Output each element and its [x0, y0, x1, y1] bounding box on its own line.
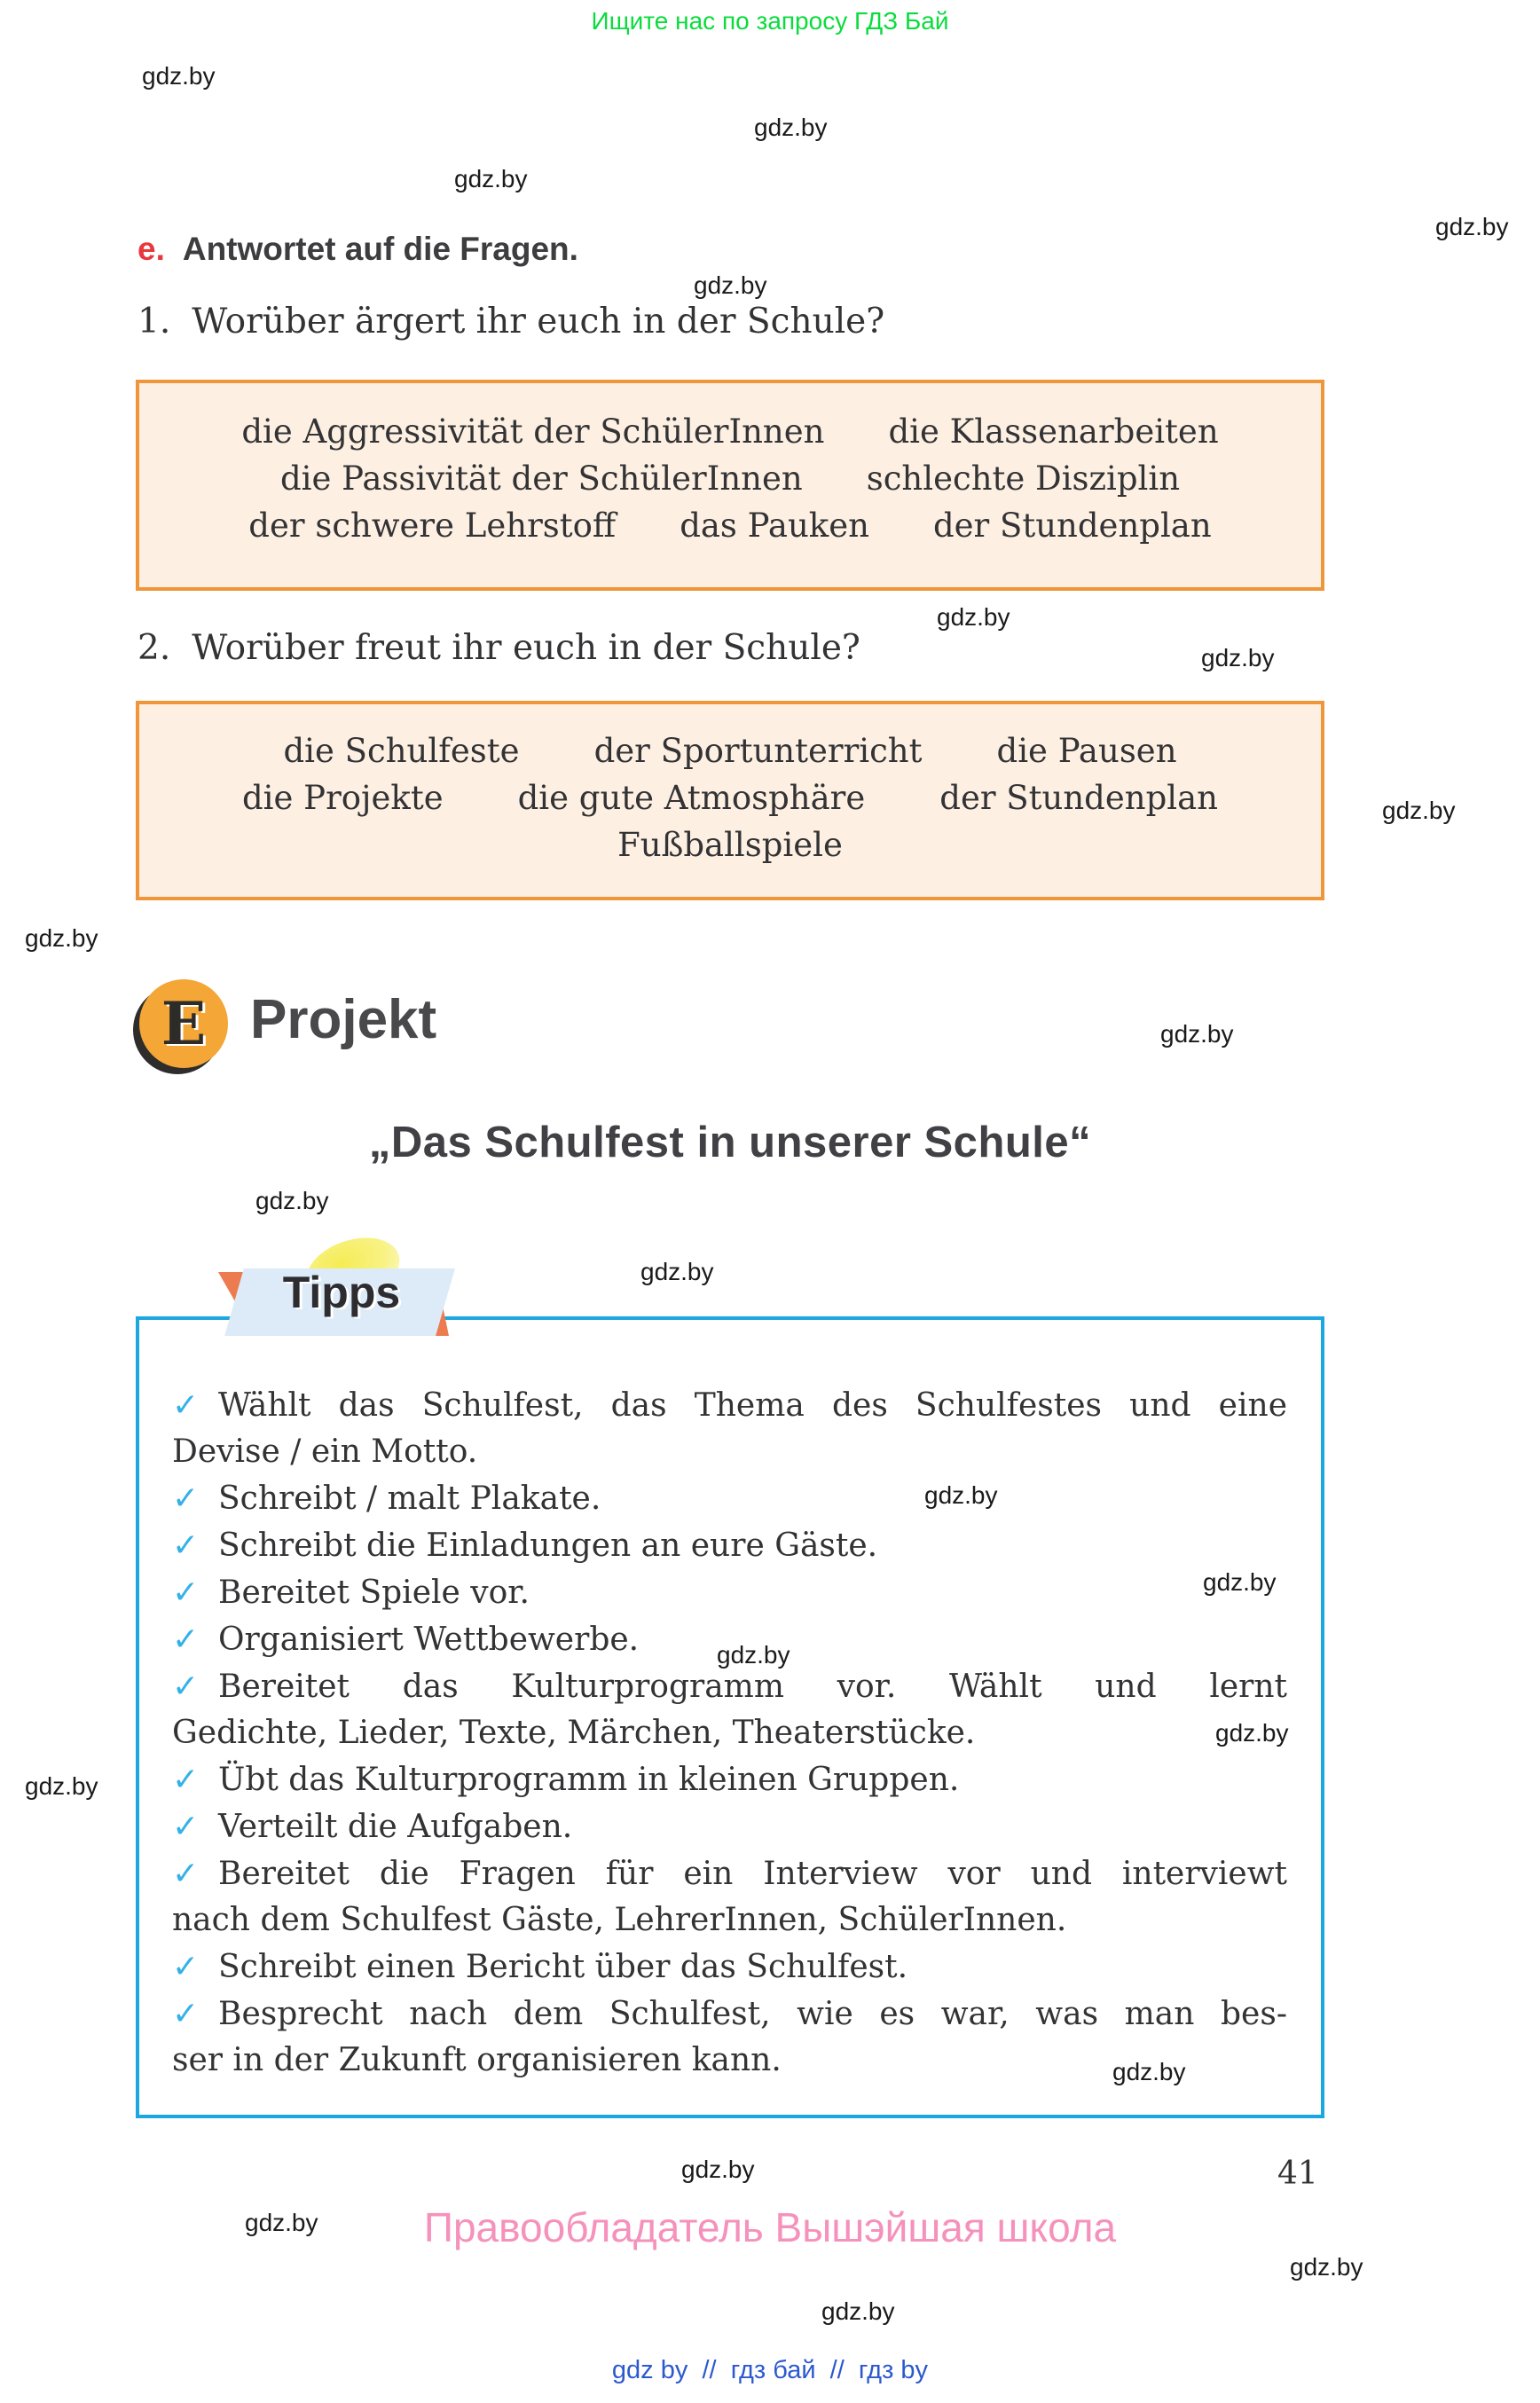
- tip-text: Bereitet die Fragen für ein Interview vor und interviewt: [218, 1856, 1287, 1892]
- tip-text: Gedichte, Lieder, Texte, Märchen, Theaterstücke.: [172, 1715, 976, 1751]
- section-letter: E: [161, 989, 207, 1058]
- watermark: gdz.by: [1215, 1719, 1289, 1747]
- option-word: schlechte Disziplin: [866, 459, 1181, 498]
- tip-text: Devise / ein Motto.: [172, 1433, 478, 1470]
- tip-text: Wählt das Schulfest, das Thema des Schulfestes und eine: [218, 1387, 1287, 1424]
- tip-line: [172, 1475, 1287, 1522]
- watermark: gdz.by: [245, 2209, 318, 2236]
- tip-item: [172, 1944, 1287, 1991]
- tip-text: Schreibt einen Bericht über das Schulfest.: [218, 1949, 908, 1985]
- check-icon: ✓: [172, 1761, 200, 1797]
- tip-line: [172, 1944, 1287, 1991]
- tipps-badge: [206, 1237, 472, 1350]
- tip-item: [172, 1803, 1287, 1850]
- watermark: gdz.by: [25, 924, 98, 952]
- tip-item: [172, 1663, 1287, 1756]
- option-word: die Passivität der SchülerInnen: [279, 459, 803, 498]
- check-icon: ✓: [172, 1995, 200, 2031]
- options-line: [139, 502, 1321, 549]
- exercise-label: e.: [138, 231, 165, 267]
- check-icon: ✓: [172, 1386, 200, 1423]
- option-word: die gute Atmosphäre: [517, 779, 866, 817]
- question-text: Worüber freut ihr euch in der Schule?: [192, 628, 860, 668]
- tip-line: [172, 1756, 1287, 1803]
- watermark: gdz.by: [142, 62, 216, 90]
- watermark: gdz.by: [1382, 797, 1456, 824]
- question-number: 1.: [138, 302, 171, 342]
- tip-item: [172, 1382, 1287, 1475]
- option-word: der Stundenplan: [939, 779, 1218, 817]
- watermark: gdz.by: [1160, 1020, 1234, 1048]
- check-icon: ✓: [172, 1621, 200, 1657]
- option-word: das Pauken: [680, 507, 869, 545]
- page-number: 41: [1277, 2156, 1318, 2192]
- tips-box: [136, 1316, 1324, 2118]
- tip-text: Schreibt / malt Plakate.: [218, 1480, 601, 1517]
- tip-item: [172, 1522, 1287, 1569]
- check-icon: ✓: [172, 1948, 200, 1984]
- tip-line: [172, 1522, 1287, 1569]
- copyright-text: Правообладатель Вышэйшая школа: [423, 2204, 1117, 2250]
- watermark: gdz.by: [821, 2297, 895, 2325]
- question-2: [138, 628, 860, 668]
- tip-text: Bereitet Spiele vor.: [218, 1575, 530, 1611]
- option-word: die Schulfeste: [283, 732, 520, 770]
- options-line: [139, 408, 1321, 455]
- watermark: gdz.by: [1203, 1568, 1277, 1596]
- project-title: „Das Schulfest in unserer Schule“: [368, 1119, 1092, 1166]
- options-box-1: [136, 380, 1324, 591]
- options-line: [139, 774, 1321, 821]
- tip-line: [172, 1991, 1287, 2038]
- tip-item: [172, 1475, 1287, 1522]
- question-number: 2.: [138, 628, 171, 668]
- tip-text: Übt das Kulturprogramm in kleinen Gruppen.: [218, 1762, 960, 1798]
- watermark: gdz.by: [937, 603, 1010, 631]
- project-section-icon: [139, 979, 228, 1068]
- options-box-2: [136, 701, 1324, 900]
- check-icon: ✓: [172, 1668, 200, 1704]
- tip-text: Bereitet das Kulturprogramm vor. Wählt und lernt: [218, 1669, 1287, 1705]
- options-line: [139, 821, 1321, 868]
- project-heading: Projekt: [250, 989, 437, 1050]
- tip-item: [172, 1569, 1287, 1616]
- tip-line: [172, 1382, 1287, 1429]
- tip-item: [172, 1850, 1287, 1944]
- check-icon: ✓: [172, 1480, 200, 1516]
- options-line: [139, 727, 1321, 774]
- watermark: gdz.by: [255, 1187, 329, 1214]
- watermark: gdz.by: [1435, 213, 1509, 240]
- tip-text: Verteilt die Aufgaben.: [218, 1809, 573, 1845]
- check-icon: ✓: [172, 1808, 200, 1844]
- watermark: gdz.by: [25, 1772, 98, 1800]
- option-word: der schwere Lehrstoff: [248, 507, 617, 545]
- tip-line: [172, 1663, 1287, 1710]
- watermark: gdz.by: [681, 2156, 755, 2183]
- exercise-heading: [138, 231, 578, 268]
- tip-text: Schreibt die Einladungen an eure Gäste.: [218, 1527, 878, 1564]
- option-word: der Sportunterricht: [593, 732, 923, 770]
- option-word: der Stundenplan: [932, 507, 1212, 545]
- watermark: gdz.by: [1201, 644, 1275, 671]
- tip-line: [172, 1803, 1287, 1850]
- option-word: die Projekte: [242, 779, 444, 817]
- options-line: [139, 455, 1321, 502]
- check-icon: ✓: [172, 1527, 200, 1563]
- watermark: gdz.by: [754, 114, 828, 141]
- tip-text: ser in der Zukunft organisieren kann.: [172, 2042, 782, 2078]
- option-word: Fußballspiele: [617, 826, 843, 864]
- top-banner: Ищите нас по запросу ГДЗ Бай: [591, 7, 949, 35]
- tip-text: Organisiert Wettbewerbe.: [218, 1622, 640, 1658]
- option-word: die Pausen: [996, 732, 1177, 770]
- check-icon: ✓: [172, 1574, 200, 1610]
- watermark: gdz.by: [924, 1481, 998, 1509]
- question-text: Worüber ärgert ihr euch in der Schule?: [192, 302, 885, 342]
- watermark: gdz.by: [640, 1258, 714, 1285]
- watermark: gdz.by: [454, 165, 528, 192]
- tip-line: [172, 1850, 1287, 1897]
- option-word: die Klassenarbeiten: [888, 412, 1219, 451]
- watermark: gdz.by: [1112, 2058, 1186, 2085]
- watermark: gdz.by: [1290, 2253, 1363, 2281]
- tip-item: [172, 1756, 1287, 1803]
- watermark: gdz.by: [717, 1641, 790, 1669]
- option-word: die Aggressivität der SchülerInnen: [241, 412, 825, 451]
- tipps-label: Tipps: [282, 1268, 401, 1317]
- question-1: [138, 302, 884, 342]
- footer-links[interactable]: gdz by // гдз бай // гдз by: [611, 2356, 929, 2384]
- exercise-title: Antwortet auf die Fragen.: [182, 231, 578, 267]
- tip-line: [172, 1569, 1287, 1616]
- tip-text: Besprecht nach dem Schulfest, wie es war, was man bes-: [218, 1996, 1287, 2032]
- check-icon: ✓: [172, 1855, 200, 1891]
- tip-text: nach dem Schulfest Gäste, LehrerInnen, SchülerInnen.: [172, 1902, 1067, 1938]
- watermark: gdz.by: [694, 271, 767, 299]
